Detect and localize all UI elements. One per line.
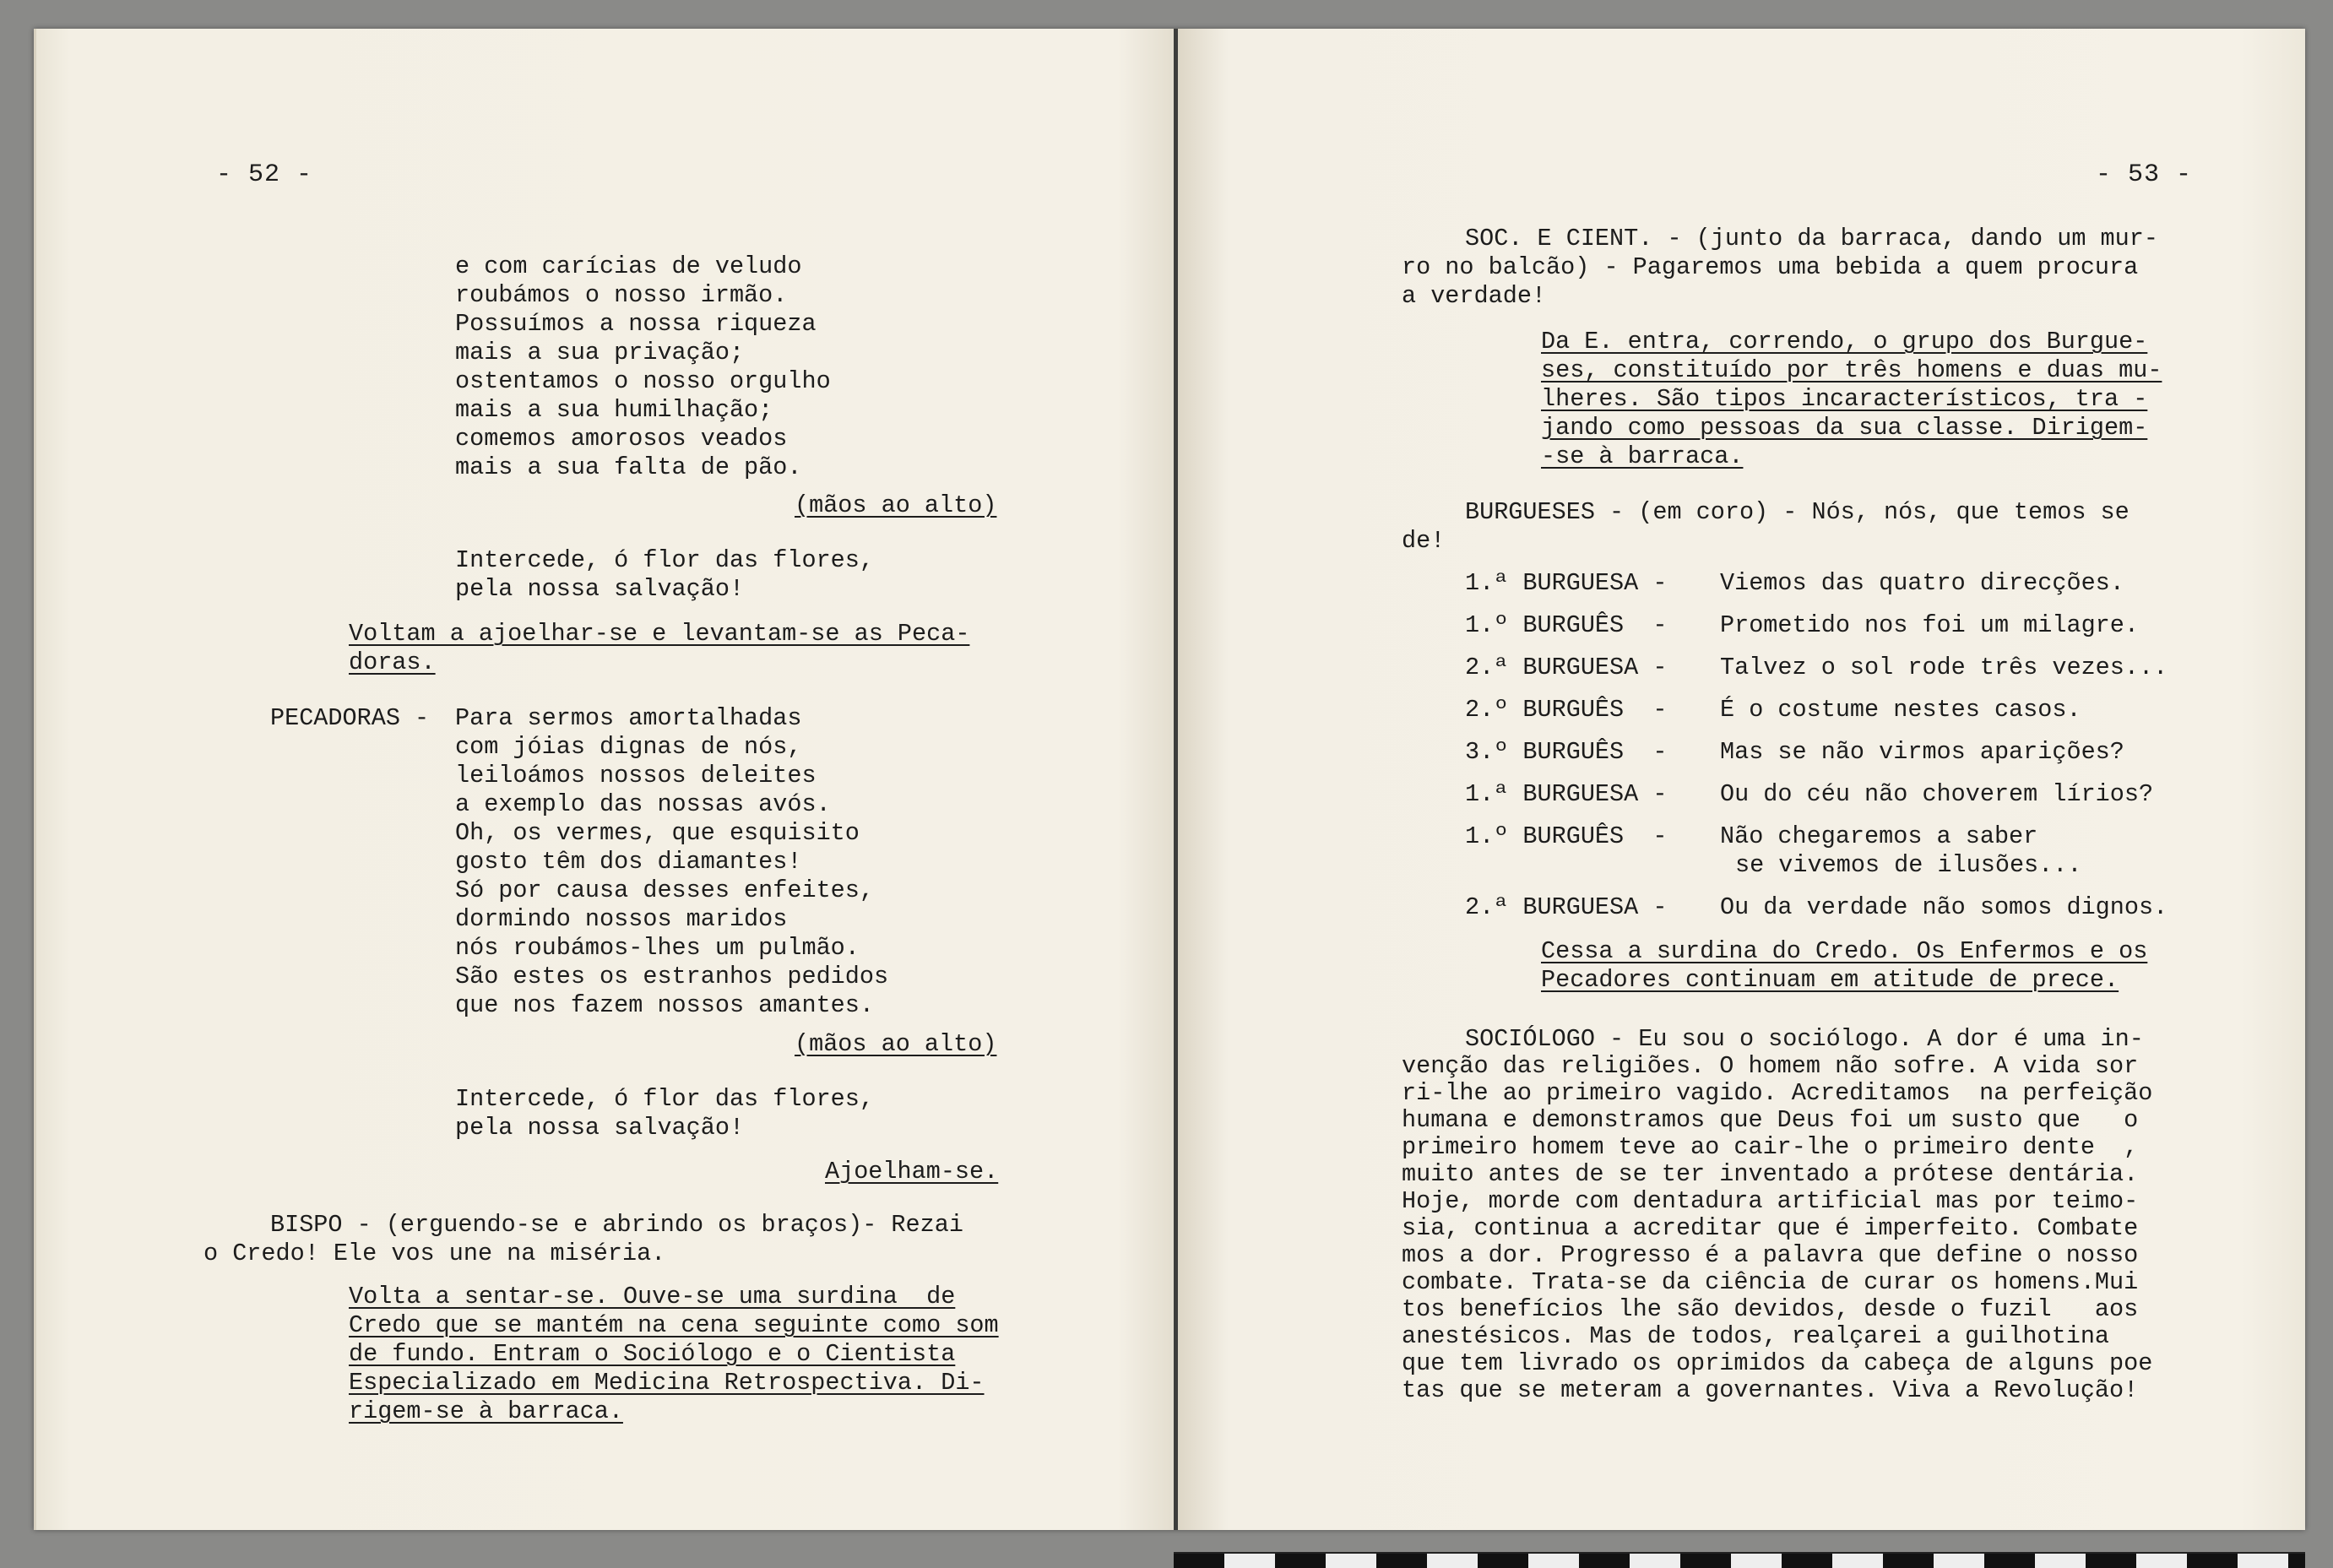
verse-line: mais a sua privação; (455, 339, 745, 366)
dialogue-speaker: 1.º BURGUÊS - (1465, 822, 1668, 850)
verse-line: gosto têm dos diamantes! (455, 848, 802, 876)
sociologo-line: SOCIÓLOGO - Eu sou o sociólogo. A dor é uma in- (1465, 1025, 2144, 1053)
verse-line: Possuímos a nossa riqueza (455, 310, 817, 338)
stage-direction: jando como pessoas da sua classe. Dirigem- (1541, 414, 2148, 442)
dialogue-text: Ou do céu não choverem lírios? (1720, 780, 2154, 808)
bispo-line: BISPO - (erguendo-se e abrindo os braços)- Rezai (270, 1211, 963, 1239)
verse-line: leiloámos nossos deleites (455, 762, 817, 789)
verse-line: Só por causa desses enfeites, (455, 876, 874, 904)
sociologo-line: Hoje, morde com dentadura artificial mas por teimo- (1402, 1187, 2139, 1215)
sociologo-line: muito antes de se ter inventado a prótese dentária. (1402, 1160, 2139, 1188)
stage-direction: Cessa a surdina do Credo. Os Enfermos e os (1541, 937, 2148, 965)
dialogue-text: Prometido nos foi um milagre. (1720, 611, 2139, 639)
stage-direction: Da E. entra, correndo, o grupo dos Burgue- (1541, 328, 2148, 355)
verse-line: Oh, os vermes, que esquisito (455, 819, 860, 847)
dialogue-speaker: 2.ª BURGUESA - (1465, 893, 1668, 921)
stage-direction: ses, constituído por três homens e duas mu- (1541, 356, 2162, 384)
scale-ruler (1174, 1552, 2305, 1568)
burgueses-line: BURGUESES - (em coro) - Nós, nós, que temos se (1465, 498, 2130, 526)
verse-line: com jóias dignas de nós, (455, 733, 802, 761)
verse-line: Para sermos amortalhadas (455, 704, 802, 732)
verse-line: São estes os estranhos pedidos (455, 963, 889, 990)
stage-direction: -se à barraca. (1541, 442, 1744, 470)
sociologo-line: que tem livrado os oprimidos da cabeça de alguns poe (1402, 1349, 2153, 1377)
refrain-line: pela nossa salvação! (455, 575, 745, 603)
book-spread (34, 29, 2305, 1530)
page-number-right: - 53 - (2096, 160, 2193, 189)
dialogue-text: Talvez o sol rode três vezes... (1720, 654, 2168, 681)
verse-line: a exemplo das nossas avós. (455, 790, 831, 818)
soc-cient-line: SOC. E CIENT. - (junto da barraca, dando um mur- (1465, 225, 2158, 252)
verse-line: mais a sua humilhação; (455, 396, 773, 424)
burgueses-line: de! (1402, 527, 1446, 555)
stage-direction: Especializado em Medicina Retrospectiva. Di- (349, 1369, 985, 1397)
verse-line: e com carícias de veludo (455, 252, 802, 280)
page-number-left: - 52 - (216, 160, 313, 189)
verse-line: dormindo nossos maridos (455, 905, 788, 933)
stage-direction: (mãos ao alto) (795, 491, 997, 519)
sociologo-line: humana e demonstramos que Deus foi um susto que o (1402, 1106, 2139, 1134)
verse-line: roubámos o nosso irmão. (455, 281, 788, 309)
dialogue-speaker: 2.ª BURGUESA - (1465, 654, 1668, 681)
dialogue-text: Ou da verdade não somos dignos. (1720, 893, 2168, 921)
sociologo-line: mos a dor. Progresso é a palavra que define o nosso (1402, 1241, 2139, 1269)
sociologo-line: combate. Trata-se da ciência de curar os homens.Mui (1402, 1268, 2139, 1296)
verse-line: ostentamos o nosso orgulho (455, 367, 831, 395)
sociologo-line: venção das religiões. O homem não sofre. A vida sor (1402, 1052, 2139, 1080)
soc-cient-line: a verdade! (1402, 282, 1547, 310)
verse-line: nós roubámos-lhes um pulmão. (455, 934, 860, 962)
verse-line: comemos amorosos veados (455, 425, 788, 453)
stage-direction: lheres. São tipos incaracterísticos, tra - (1541, 385, 2148, 413)
stage-direction: doras. (349, 648, 436, 676)
speaker-label: PECADORAS - (270, 704, 430, 732)
dialogue-speaker: 1.ª BURGUESA - (1465, 780, 1668, 808)
left-page (34, 29, 1178, 1530)
sociologo-line: tos benefícios lhe são devidos, desde o fuzil aos (1402, 1295, 2139, 1323)
right-page (1178, 29, 2305, 1530)
refrain-line: pela nossa salvação! (455, 1114, 745, 1142)
sociologo-line: ri-lhe ao primeiro vagido. Acreditamos na perfeição (1402, 1079, 2153, 1107)
sociologo-line: sia, continua a acreditar que é imperfeito. Combate (1402, 1214, 2139, 1242)
dialogue-speaker: 1.ª BURGUESA - (1465, 569, 1668, 597)
stage-direction: Voltam a ajoelhar-se e levantam-se as Peca- (349, 620, 970, 648)
dialogue-text: se vivemos de ilusões... (1735, 851, 2082, 879)
dialogue-text: Não chegaremos a saber (1720, 822, 2038, 850)
stage-direction: (mãos ao alto) (795, 1030, 997, 1058)
dialogue-text: Mas se não virmos aparições? (1720, 738, 2124, 766)
refrain-line: Intercede, ó flor das flores, (455, 546, 874, 574)
refrain-line: Intercede, ó flor das flores, (455, 1085, 874, 1113)
stage-direction: Ajoelham-se. (825, 1158, 999, 1185)
dialogue-speaker: 3.º BURGUÊS - (1465, 738, 1668, 766)
soc-cient-line: ro no balcão) - Pagaremos uma bebida a quem procura (1402, 253, 2139, 281)
verse-line: mais a sua falta de pão. (455, 453, 802, 481)
dialogue-speaker: 1.º BURGUÊS - (1465, 611, 1668, 639)
sociologo-line: tas que se meteram a governantes. Viva a Revolução! (1402, 1376, 2139, 1404)
verse-line: que nos fazem nossos amantes. (455, 991, 874, 1019)
sociologo-line: anestésicos. Mas de todos, realçarei a guilhotina (1402, 1322, 2110, 1350)
dialogue-text: Viemos das quatro direcções. (1720, 569, 2124, 597)
stage-direction: Credo que se mantém na cena seguinte como som (349, 1311, 999, 1339)
dialogue-speaker: 2.º BURGUÊS - (1465, 696, 1668, 724)
stage-direction: de fundo. Entram o Sociólogo e o Cientista (349, 1340, 956, 1368)
stage-direction: Volta a sentar-se. Ouve-se uma surdina de (349, 1283, 956, 1310)
stage-direction: rigem-se à barraca. (349, 1397, 623, 1425)
dialogue-text: É o costume nestes casos. (1720, 696, 2081, 724)
stage-direction: Pecadores continuam em atitude de prece. (1541, 966, 2119, 994)
bispo-line: o Credo! Ele vos une na miséria. (203, 1240, 666, 1267)
sociologo-line: primeiro homem teve ao cair-lhe o primeiro dente , (1402, 1133, 2139, 1161)
